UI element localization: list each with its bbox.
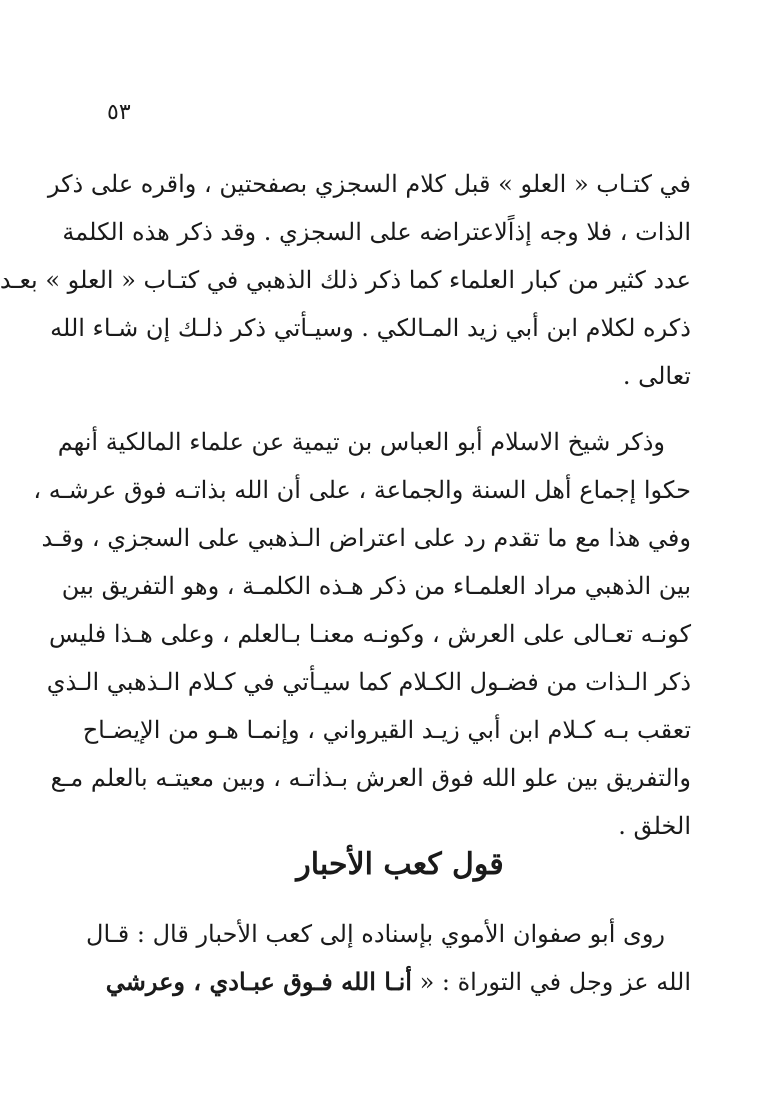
text-line: بين الذهبي مراد العلمـاء من ذكر هـذه الكلمـة ، وهو التفريق بين: [61, 572, 691, 600]
text-line: روى أبو صفوان الأموي بإسناده إلى كعب الأحبار قال : قـال: [86, 920, 665, 948]
text-line: في كتـاب « العلو » قبل كلام السجزي بصفحتين ، واقره على ذكر: [47, 170, 691, 198]
quote-intro: الله عز وجل في التوراة : «: [411, 968, 691, 996]
text-line: الذات ، فلا وجه إذاًلاعتراضه على السجزي . وقد ذكر هذه الكلمة: [62, 218, 691, 246]
paragraph-3: [86, 910, 691, 1006]
page-number: ٥٣: [107, 100, 131, 125]
text-line: ذكر الـذات من فضـول الكـلام كما سيـأتي في كـلام الـذهبي الـذي: [46, 668, 691, 696]
text-line: وفي هذا مع ما تقدم رد على اعتراض الـذهبي على السجزي ، وقـد: [41, 524, 691, 552]
text-line: [105, 958, 691, 1006]
text-line: تعقب بـه كـلام ابن أبي زيـد القيرواني ، وإنمـا هـو من الإيضـاح: [82, 716, 691, 744]
text-line: تعالى .: [622, 362, 691, 390]
text-line: كونـه تعـالى على العرش ، وكونـه معنـا بـالعلم ، وعلى هـذا فليس: [48, 620, 691, 648]
text-line: حكوا إجماع أهل السنة والجماعة ، على أن الله بذاتـه فوق عرشـه ،: [33, 476, 691, 504]
quote-bold-text: أنـا الله فـوق عبـادي ، وعرشي: [105, 967, 412, 996]
text-line: ذكره لكلام ابن أبي زيد المـالكي . وسيـأتي ذكر ذلـك إن شـاء الله: [50, 314, 691, 342]
text-line: الخلق .: [618, 812, 691, 840]
section-heading: قول كعب الأحبار: [296, 847, 504, 882]
text-line: والتفريق بين علو الله فوق العرش بـذاتـه ، وبين معيتـه بالعلم مـع: [50, 764, 691, 792]
text-line: وذكر شيخ الاسلام أبو العباس بن تيمية عن علماء المالكية أنهم: [57, 428, 665, 456]
paragraph-1: [0, 160, 691, 400]
paragraph-2: [33, 418, 691, 850]
text-line: عدد كثير من كبار العلماء كما ذكر ذلك الذهبي في كتـاب « العلو » بعـد: [0, 266, 691, 294]
